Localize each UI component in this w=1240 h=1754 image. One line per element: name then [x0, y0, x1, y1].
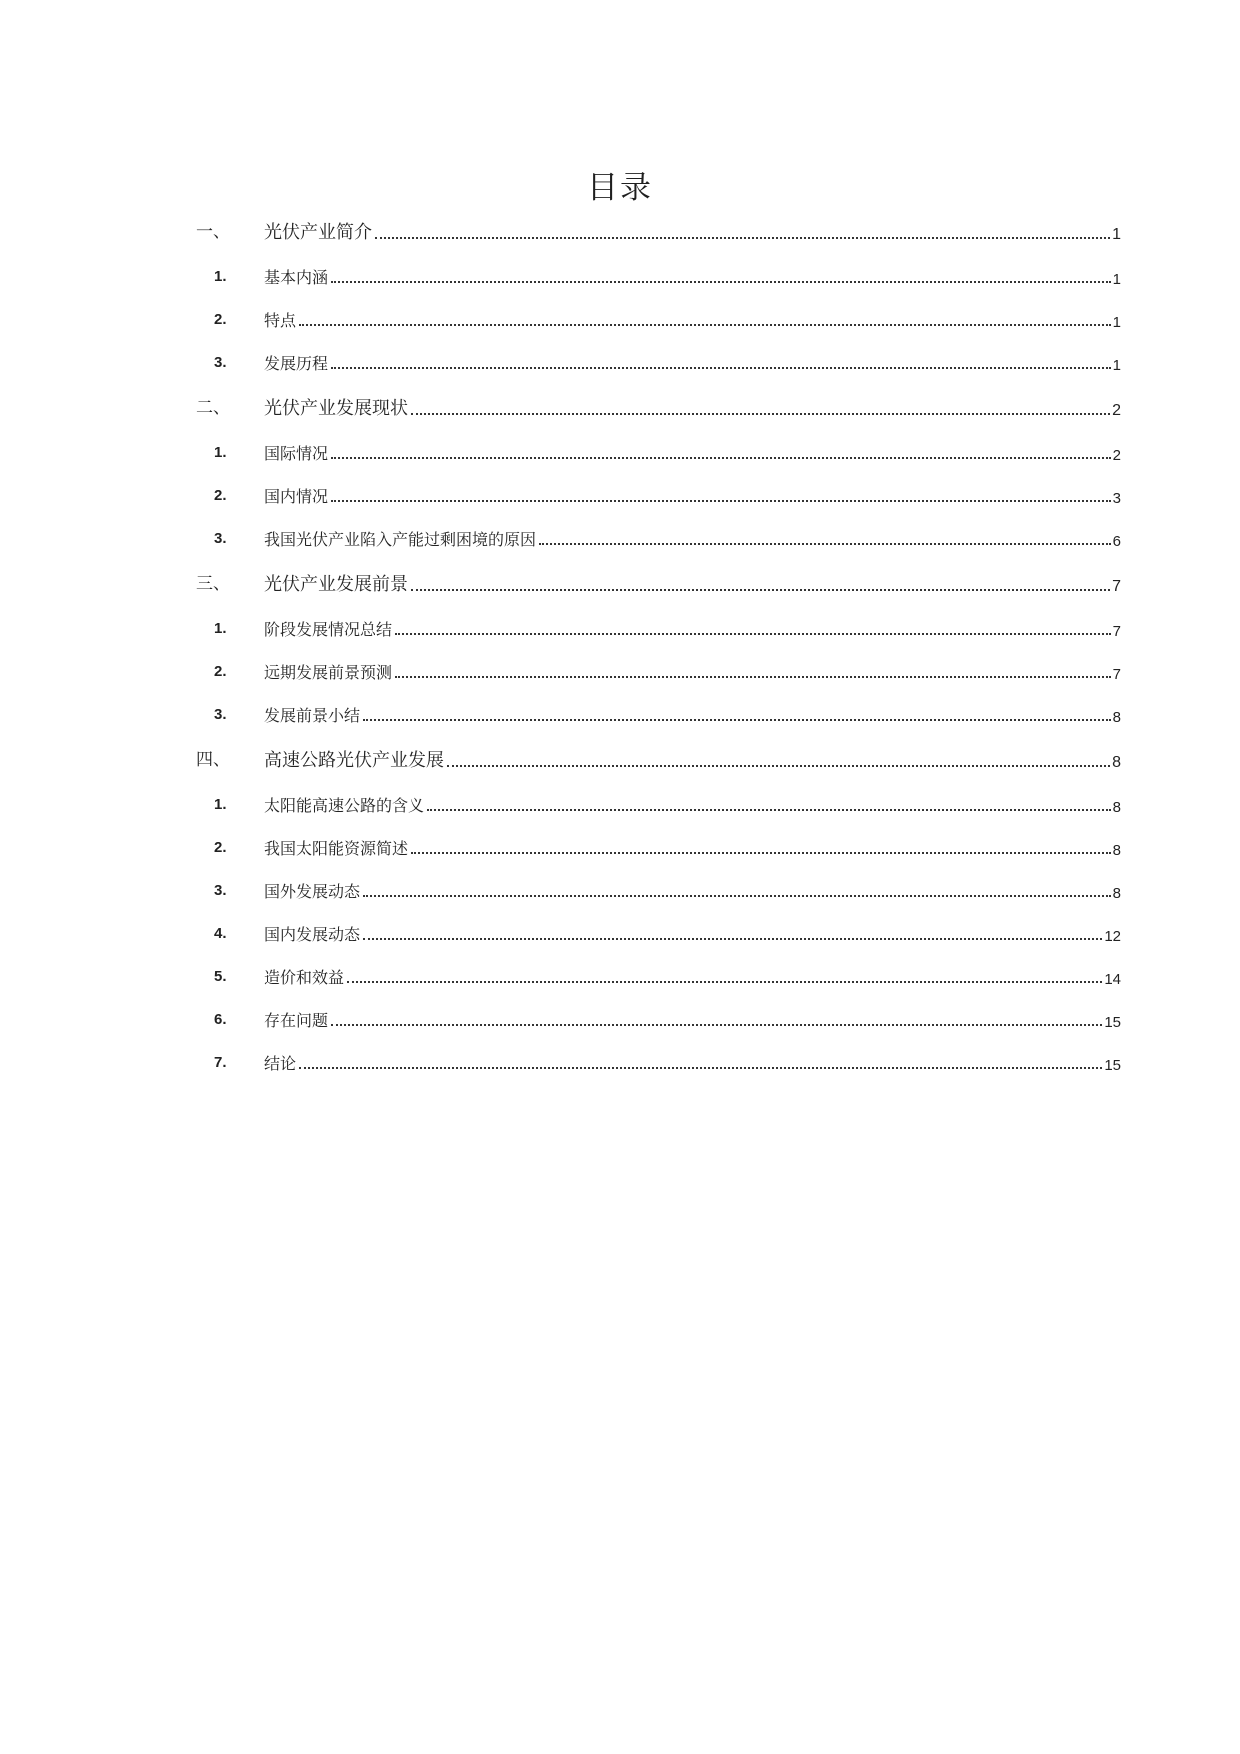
toc-subsection-entry[interactable]: [0, 260, 1240, 288]
toc-subsection-entry[interactable]: [0, 479, 1240, 507]
toc-entry-number: 四、: [196, 750, 230, 770]
toc-page-number: 7: [1112, 578, 1121, 595]
toc-subsection-entry[interactable]: [0, 698, 1240, 726]
toc-entry-text[interactable]: 国内情况: [264, 487, 329, 506]
dot-leader: [539, 543, 1111, 545]
toc-subsection-entry[interactable]: [0, 1003, 1240, 1031]
toc-entry-number: 6.: [214, 1011, 227, 1028]
toc-entry-line: [264, 218, 1121, 244]
toc-entry-text[interactable]: 我国太阳能资源简述: [264, 839, 409, 858]
toc-page-number: 7: [1112, 666, 1121, 683]
toc-subsection-entry[interactable]: [0, 917, 1240, 945]
toc-page-number: 8: [1112, 709, 1121, 726]
toc-entry-number: 7.: [214, 1054, 227, 1071]
toc-entry-line: [264, 1051, 1121, 1074]
toc-entry-number: 3.: [214, 530, 227, 547]
toc-entry-number: 2.: [214, 311, 227, 328]
toc-entry-line: [264, 965, 1121, 988]
dot-leader: [331, 367, 1111, 369]
toc-entry-text[interactable]: 阶段发展情况总结: [264, 620, 393, 639]
toc-page-number: 2: [1112, 447, 1121, 464]
toc-entry-line: [264, 1008, 1121, 1031]
dot-leader: [395, 633, 1111, 635]
toc-entry-text[interactable]: 结论: [264, 1054, 297, 1073]
dot-leader: [375, 237, 1110, 239]
dot-leader: [411, 413, 1110, 415]
toc-page-number: 6: [1112, 533, 1121, 550]
toc-page-number: 1: [1112, 226, 1121, 243]
toc-entry-text[interactable]: 太阳能高速公路的含义: [264, 796, 425, 815]
toc-entry-text[interactable]: 特点: [264, 311, 297, 330]
toc-subsection-entry[interactable]: [0, 831, 1240, 859]
dot-leader: [363, 895, 1111, 897]
toc-subsection-entry[interactable]: [0, 522, 1240, 550]
toc-entry-number: 1.: [214, 444, 227, 461]
toc-section-entry[interactable]: [0, 392, 1240, 420]
toc-page-number: 1: [1112, 271, 1121, 288]
toc-entry-line: [264, 570, 1121, 596]
dot-leader: [299, 324, 1111, 326]
toc-entry-text[interactable]: 造价和效益: [264, 968, 345, 987]
toc-subsection-entry[interactable]: [0, 874, 1240, 902]
toc-entry-text[interactable]: 发展历程: [264, 354, 329, 373]
toc-subsection-entry[interactable]: [0, 1046, 1240, 1074]
toc-entry-line: [264, 746, 1121, 772]
toc-section-entry[interactable]: [0, 568, 1240, 596]
toc-entry-number: 2.: [214, 487, 227, 504]
toc-entry-text[interactable]: 光伏产业简介: [264, 222, 372, 243]
dot-leader: [331, 1024, 1102, 1026]
toc-entry-line: [264, 308, 1121, 331]
toc-entry-text[interactable]: 光伏产业发展现状: [264, 398, 408, 419]
toc-page-number: 8: [1112, 754, 1121, 771]
toc-entry-text[interactable]: 发展前景小结: [264, 706, 361, 725]
toc-entry-line: [264, 836, 1121, 859]
dot-leader: [411, 589, 1110, 591]
toc-entry-text[interactable]: 存在问题: [264, 1011, 329, 1030]
toc-entry-line: [264, 394, 1121, 420]
toc-entry-number: 1.: [214, 268, 227, 285]
toc-entry-line: [264, 922, 1121, 945]
toc-entry-line: [264, 703, 1121, 726]
toc-page-number: 15: [1104, 1057, 1121, 1074]
dot-leader: [447, 765, 1110, 767]
toc-entry-line: [264, 660, 1121, 683]
dot-leader: [363, 719, 1111, 721]
toc-page-number: 3: [1112, 490, 1121, 507]
toc-page-number: 15: [1104, 1014, 1121, 1031]
toc-entry-number: 三、: [196, 574, 230, 594]
toc-section-entry[interactable]: [0, 216, 1240, 244]
toc-entry-line: [264, 441, 1121, 464]
toc-page-number: 7: [1112, 623, 1121, 640]
toc-entry-line: [264, 351, 1121, 374]
toc-page-number: 8: [1112, 885, 1121, 902]
toc-title: 目录: [587, 170, 653, 206]
toc-entry-number: 1.: [214, 796, 227, 813]
toc-section-entry[interactable]: [0, 744, 1240, 772]
dot-leader: [363, 938, 1102, 940]
toc-entry-line: [264, 617, 1121, 640]
dot-leader: [331, 500, 1111, 502]
toc-entry-number: 5.: [214, 968, 227, 985]
dot-leader: [347, 981, 1102, 983]
toc-subsection-entry[interactable]: [0, 960, 1240, 988]
toc-subsection-entry[interactable]: [0, 788, 1240, 816]
toc-page-number: 1: [1112, 357, 1121, 374]
toc-entry-number: 一、: [196, 222, 230, 242]
toc-entry-text[interactable]: 国内发展动态: [264, 925, 361, 944]
toc-entry-text[interactable]: 光伏产业发展前景: [264, 574, 408, 595]
toc-entry-text[interactable]: 高速公路光伏产业发展: [264, 750, 444, 771]
toc-entry-text[interactable]: 基本内涵: [264, 268, 329, 287]
toc-entry-number: 3.: [214, 706, 227, 723]
dot-leader: [427, 809, 1111, 811]
toc-entry-line: [264, 879, 1121, 902]
toc-page-number: 12: [1104, 928, 1121, 945]
dot-leader: [331, 457, 1111, 459]
toc-entry-line: [264, 265, 1121, 288]
toc-subsection-entry[interactable]: [0, 655, 1240, 683]
toc-entry-text[interactable]: 远期发展前景预测: [264, 663, 393, 682]
toc-subsection-entry[interactable]: [0, 346, 1240, 374]
toc-page-number: 1: [1112, 314, 1121, 331]
toc-entry-line: [264, 527, 1121, 550]
toc-entry-text[interactable]: 国外发展动态: [264, 882, 361, 901]
dot-leader: [299, 1067, 1102, 1069]
toc-subsection-entry[interactable]: [0, 303, 1240, 331]
toc-entry-number: 3.: [214, 354, 227, 371]
dot-leader: [331, 281, 1111, 283]
toc-entry-number: 4.: [214, 925, 227, 942]
toc-entry-number: 3.: [214, 882, 227, 899]
toc-entry-number: 1.: [214, 620, 227, 637]
toc-page-number: 8: [1112, 799, 1121, 816]
toc-entry-number: 2.: [214, 839, 227, 856]
toc-page-number: 14: [1104, 971, 1121, 988]
dot-leader: [411, 852, 1111, 854]
toc-entry-text[interactable]: 我国光伏产业陷入产能过剩困境的原因: [264, 530, 537, 549]
toc-entry-line: [264, 484, 1121, 507]
toc-entry-text[interactable]: 国际情况: [264, 444, 329, 463]
toc-entry-number: 2.: [214, 663, 227, 680]
dot-leader: [395, 676, 1111, 678]
toc-entry-line: [264, 793, 1121, 816]
toc-page-number: 8: [1112, 842, 1121, 859]
toc-subsection-entry[interactable]: [0, 436, 1240, 464]
toc-entry-number: 二、: [196, 398, 230, 418]
toc-page-number: 2: [1112, 402, 1121, 419]
toc-subsection-entry[interactable]: [0, 612, 1240, 640]
